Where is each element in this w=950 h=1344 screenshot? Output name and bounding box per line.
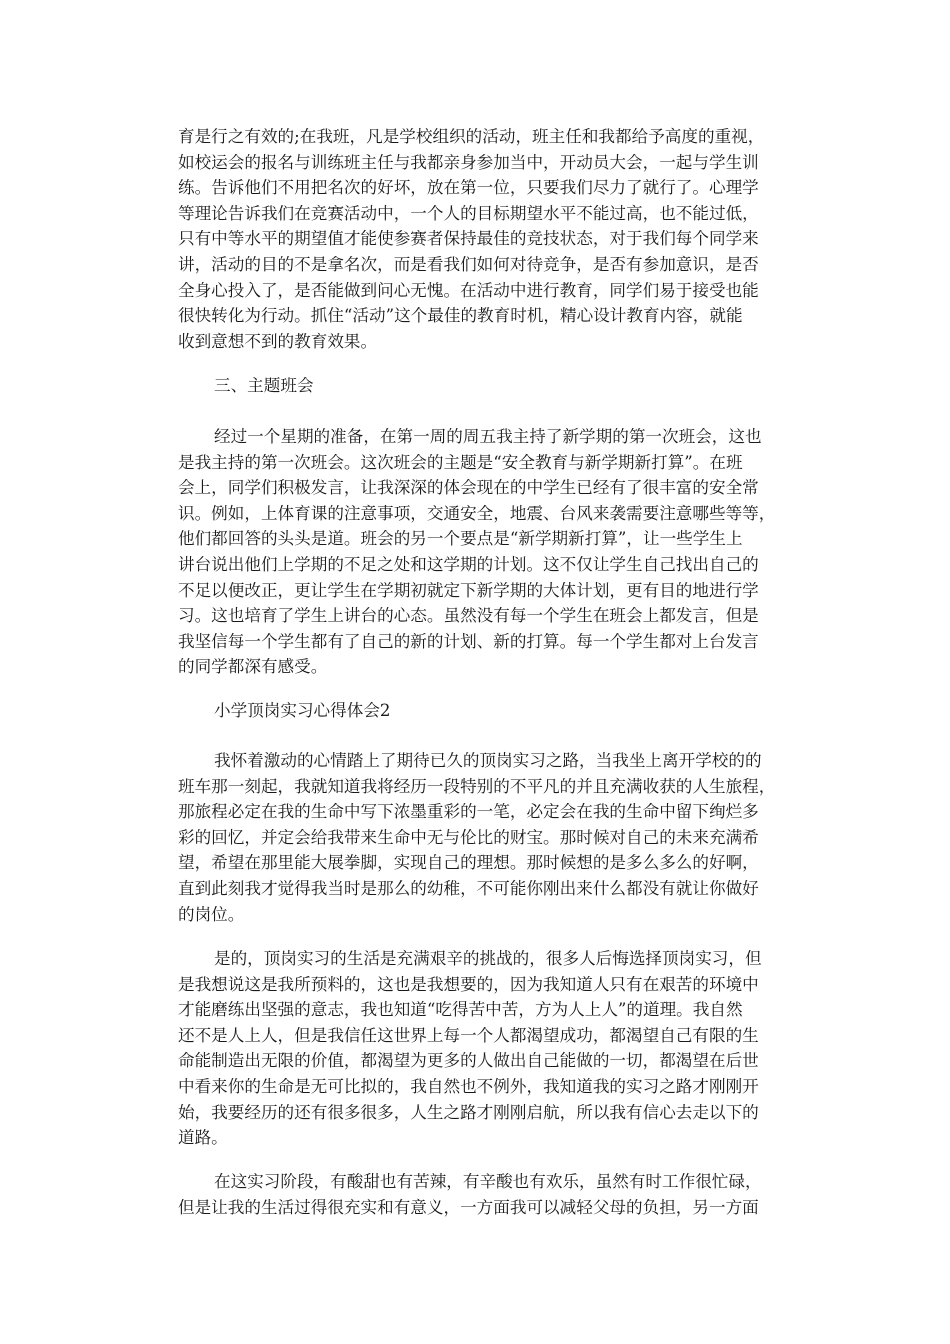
section-heading-theme-meeting <box>178 373 778 399</box>
paragraph-1 <box>178 124 778 354</box>
text-line: 中看来你的生命是无可比拟的，我自然也不例外，我知道我的实习之路才刚刚开 <box>178 1076 759 1096</box>
text-line: 我坚信每一个学生都有了自己的新的计划、新的打算。每一个学生都对上台发言 <box>178 631 759 651</box>
text-line: 育是行之有效的;在我班，凡是学校组织的活动，班主任和我都给予高度的重视， <box>178 127 765 146</box>
text-line: 的同学都深有感受。 <box>178 657 328 677</box>
text-line: 只有中等水平的期望值才能使参赛者保持最佳的竞技状态，对于我们每个同学来 <box>178 229 759 249</box>
text-line: 还不是人上人，但是我信任这世界上每一个人都渴望成功，都渴望自己有限的生 <box>178 1025 759 1045</box>
text-line: 讲，活动的目的不是拿名次，而是看我们如何对待竞争，是否有参加意识，是否 <box>178 254 759 274</box>
text-line: 是我主持的第一次班会。这次班会的主题是“安全教育与新学期新打算”。在班 <box>178 452 743 472</box>
text-line: 练。告诉他们不用把名次的好坏，放在第一位，只要我们尽力了就行了。心理学 <box>178 178 759 198</box>
paragraph-3 <box>178 748 778 927</box>
article-title <box>178 698 778 724</box>
text-line: 的岗位。 <box>178 904 245 924</box>
title-text: 小学顶岗实习心得体会2 <box>214 701 391 720</box>
text-line: 才能磨练出坚强的意志，我也知道“吃得苦中苦，方为人上人”的道理。我自然 <box>178 1000 743 1020</box>
text-line: 他们都回答的头头是道。班会的另一个要点是“新学期新打算”，让一些学生上 <box>178 529 743 549</box>
text-line: 经过一个星期的准备，在第一周的周五我主持了新学期的第一次班会，这也 <box>214 427 762 446</box>
text-line: 是我想说这是我所预料的，这也是我想要的，因为我知道人只有在艰苦的环境中 <box>178 974 759 994</box>
paragraph-2 <box>178 424 778 680</box>
paragraph-4 <box>178 946 778 1151</box>
text-line: 班车那一刻起，我就知道我将经历一段特别的不平凡的并且充满收获的人生旅程， <box>178 776 776 796</box>
text-line: 是的，顶岗实习的生活是充满艰辛的挑战的，很多人后悔选择顶岗实习，但 <box>214 949 762 968</box>
text-line: 等理论告诉我们在竞赛活动中，一个人的目标期望水平不能过高，也不能过低， <box>178 203 759 223</box>
heading-text: 三、主题班会 <box>214 376 314 395</box>
text-line: 全身心投入了，是否能做到问心无愧。在活动中进行教育，同学们易于接受也能 <box>178 280 759 300</box>
text-line: 习。这也培育了学生上讲台的心态。虽然没有每一个学生在班会上都发言，但是 <box>178 606 759 626</box>
text-line: 会上，同学们积极发言，让我深深的体会现在的中学生已经有了很丰富的安全常 <box>178 478 759 498</box>
text-line: 始，我要经历的还有很多很多，人生之路才刚刚启航，所以我有信心去走以下的 <box>178 1102 759 1122</box>
text-line: 那旅程必定在我的生命中写下浓墨重彩的一笔，必定会在我的生命中留下绚烂多 <box>178 802 759 822</box>
text-line: 讲台说出他们上学期的不足之处和这学期的计划。这不仅让学生自己找出自己的 <box>178 554 759 574</box>
paragraph-5 <box>178 1169 778 1220</box>
text-line: 如校运会的报名与训练班主任与我都亲身参加当中，开动员大会，一起与学生训 <box>178 152 759 172</box>
text-line: 直到此刻我才觉得我当时是那么的幼稚，不可能你刚出来什么都没有就让你做好 <box>178 878 759 898</box>
text-line: 道路。 <box>178 1128 228 1148</box>
text-line: 我怀着激动的心情踏上了期待已久的顶岗实习之路，当我坐上离开学校的的 <box>214 751 762 770</box>
text-line: 在这实习阶段，有酸甜也有苦辣，有辛酸也有欢乐，虽然有时工作很忙碌， <box>214 1172 762 1191</box>
text-line: 很快转化为行动。抓住“活动”这个最佳的教育时机，精心设计教育内容，就能 <box>178 306 743 326</box>
text-line: 命能制造出无限的价值，都渴望为更多的人做出自己能做的一切，都渴望在后世 <box>178 1051 759 1071</box>
text-line: 但是让我的生活过得很充实和有意义，一方面我可以减轻父母的负担，另一方面 <box>178 1197 759 1217</box>
text-line: 识。例如，上体育课的注意事项，交通安全，地震、台风来袭需要注意哪些等等， <box>178 503 776 523</box>
text-line: 收到意想不到的教育效果。 <box>178 331 378 351</box>
text-line: 望，希望在那里能大展拳脚，实现自己的理想。那时候想的是多么多么的好啊， <box>178 853 759 873</box>
text-line: 彩的回忆，并定会给我带来生命中无与伦比的财宝。那时候对自己的未来充满希 <box>178 827 759 847</box>
text-line: 不足以便改正，更让学生在学期初就定下新学期的大体计划，更有目的地进行学 <box>178 580 759 600</box>
